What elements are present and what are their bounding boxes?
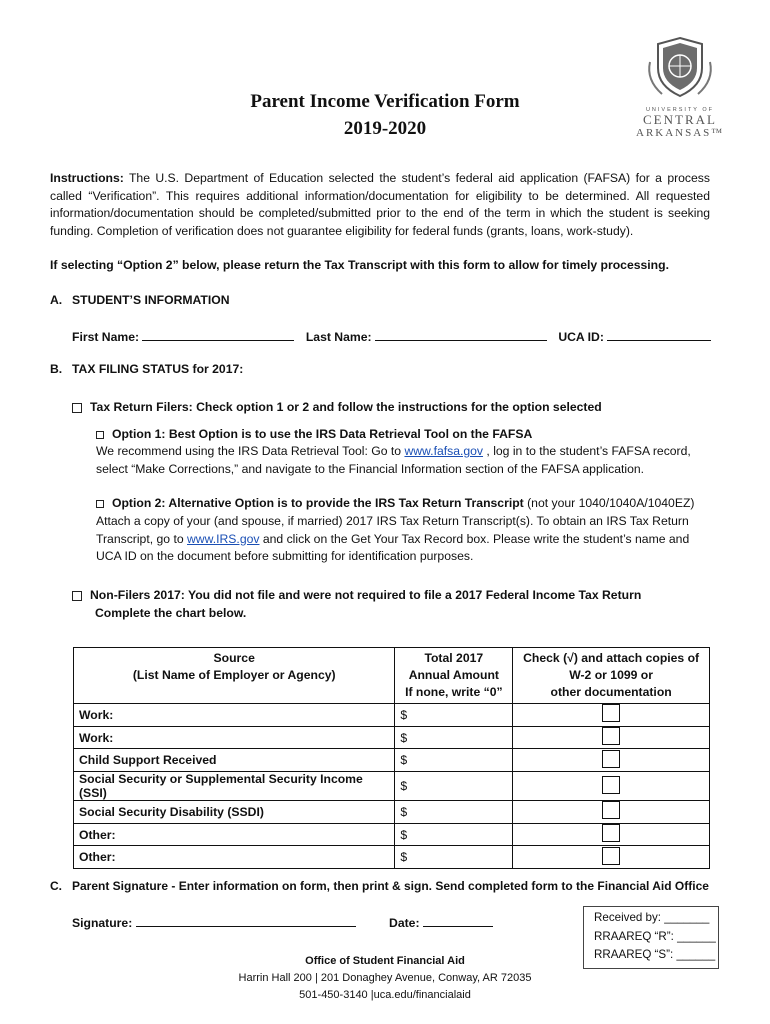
amount-header-l3: If none, write “0” [405, 685, 503, 699]
source-cell: Other: [74, 823, 395, 846]
uca-id-field[interactable] [607, 328, 711, 341]
check-cell [513, 772, 710, 801]
nonfilers-row [72, 587, 641, 622]
tax-filers-checkbox[interactable] [72, 403, 82, 413]
tax-filers-label: Tax Return Filers: Check option 1 or 2 and follow the instructions for the option selected [90, 400, 602, 414]
option1-checkbox[interactable] [96, 431, 104, 439]
table-row [74, 704, 710, 727]
uca-logo [636, 34, 724, 140]
check-cell [513, 846, 710, 869]
instructions [50, 170, 710, 240]
option1-text-b: , log in to the student’s FAFSA record, select “Make Corrections,” and navigate to the Financial Information section of the FAFSA application. [96, 444, 691, 476]
source-header [74, 648, 395, 704]
form-title-year: 2019-2020 [343, 118, 427, 139]
attach-checkbox[interactable] [602, 750, 620, 768]
section-a-heading [50, 293, 230, 307]
footer-address: Harrin Hall 200 | 201 Donaghey Avenue, Conway, AR 72035 [238, 972, 532, 984]
nonfilers-line2: Complete the chart below. [95, 605, 247, 620]
option2-checkbox[interactable] [96, 500, 104, 508]
table-body [74, 704, 710, 869]
footer-contact: 501-450-3140 |uca.edu/financialaid [299, 989, 471, 1001]
amount-cell[interactable]: $ [395, 801, 513, 824]
amount-cell[interactable]: $ [395, 726, 513, 749]
footer-office: Office of Student Financial Aid [305, 955, 465, 967]
first-name-label: First Name: [72, 330, 140, 344]
table-header-row [74, 648, 710, 704]
income-sources-table [73, 647, 710, 869]
section-c-letter: C. [50, 879, 62, 893]
nonfilers-line1: Non-Filers 2017: You did not file and were not required to file a 2017 Federal Income Tax Return [90, 588, 642, 602]
logo-university-of: UNIVERSITY OF [645, 107, 715, 113]
option2-text-b: and click on the Get Your Tax Record box. Please write the student’s name and UCA ID on the document before submitting for identification purposes. [96, 531, 690, 563]
amount-header [395, 648, 513, 704]
source-cell: Work: [74, 726, 395, 749]
amount-header-l1: Total 2017 [424, 651, 484, 665]
option1-title: Option 1: Best Option is to use the IRS Data Retrieval Tool on the FAFSA [112, 427, 533, 441]
fafsa-link[interactable]: www.fafsa.gov [404, 444, 484, 458]
amount-cell[interactable]: $ [395, 704, 513, 727]
option2-title: Option 2: Alternative Option is to provide the IRS Tax Return Transcript [112, 496, 524, 510]
rraareq-s: RRAAREQ “S”: ______ [594, 948, 716, 961]
section-b-title: TAX FILING STATUS for 2017: [72, 362, 244, 376]
uca-id-label: UCA ID: [558, 330, 604, 344]
instructions-label: Instructions: [50, 171, 124, 185]
source-cell: Social Security Disability (SSDI) [74, 801, 395, 824]
amount-cell[interactable]: $ [395, 749, 513, 772]
option2-text-a: Attach a copy of your (and spouse, if married) 2017 IRS Tax Return Transcript(s). To obtain an IRS Tax Return Transcript, go to [96, 514, 689, 546]
form-title [185, 88, 585, 142]
nonfilers-checkbox[interactable] [72, 591, 82, 601]
source-header-l2: (List Name of Employer or Agency) [132, 668, 336, 682]
logo-central: CENTRAL [643, 112, 717, 127]
section-c-heading [50, 879, 709, 893]
section-a-title: STUDENT’S INFORMATION [72, 293, 230, 307]
date-field[interactable] [423, 914, 493, 927]
check-cell [513, 749, 710, 772]
check-cell [513, 704, 710, 727]
irs-link[interactable]: www.IRS.gov [187, 531, 260, 546]
source-cell: Child Support Received [74, 749, 395, 772]
amount-cell[interactable]: $ [395, 772, 513, 801]
amount-cell[interactable]: $ [395, 823, 513, 846]
attach-checkbox[interactable] [602, 727, 620, 745]
check-header-l3: other documentation [550, 685, 672, 699]
last-name-field[interactable] [375, 328, 547, 341]
section-b-heading [50, 362, 243, 376]
footer [185, 953, 585, 1004]
rraareq-r: RRAAREQ “R”: ______ [594, 929, 716, 943]
date-label: Date: [389, 916, 420, 930]
last-name-label: Last Name: [305, 330, 372, 344]
check-header-l2: W-2 or 1099 or [569, 668, 653, 682]
check-cell [513, 801, 710, 824]
source-cell: Work: [74, 704, 395, 727]
tax-filers-row [72, 400, 602, 414]
check-header-l1: Check (√) and attach copies of [523, 651, 700, 665]
option2-note: If selecting “Option 2” below, please return the Tax Transcript with this form to allow for timely processing. [50, 258, 669, 272]
check-header [513, 648, 710, 704]
amount-cell[interactable]: $ [395, 846, 513, 869]
check-cell [513, 726, 710, 749]
option1-row [96, 427, 532, 441]
section-a-letter: A. [50, 293, 63, 307]
source-header-l1: Source [213, 651, 255, 665]
section-c-title: Parent Signature - Enter information on form, then print & sign. Send completed form to the Financial Aid Office [72, 879, 709, 893]
received-by: Received by: _______ [594, 911, 710, 924]
option1-text [96, 443, 711, 478]
signature-row [72, 914, 493, 930]
option2-text [96, 513, 711, 566]
amount-header-l2: Annual Amount [408, 668, 499, 682]
uca-crest-icon [636, 34, 724, 102]
check-cell [513, 823, 710, 846]
attach-checkbox[interactable] [602, 847, 620, 865]
table-row [74, 846, 710, 869]
table-row [74, 749, 710, 772]
signature-label: Signature: [72, 916, 133, 930]
attach-checkbox[interactable] [602, 801, 620, 819]
table-row [74, 772, 710, 801]
option1-text-a: We recommend using the IRS Data Retrieval Tool: Go to [96, 444, 405, 458]
option2-paren: (not your 1040/1040A/1040EZ) [523, 496, 695, 510]
first-name-field[interactable] [142, 328, 294, 341]
table-row [74, 726, 710, 749]
signature-field[interactable] [136, 914, 356, 927]
attach-checkbox[interactable] [602, 824, 620, 842]
table-row [74, 823, 710, 846]
source-cell: Social Security or Supplemental Security Income (SSI) [74, 772, 395, 801]
instructions-text: The U.S. Department of Education selected the student’s federal aid application (FAFSA) for a process called “Verification”. This requires additional information/documentation for eligibility to be determined. All requested information/documentation should be completed/submitted prior to the end of the term in which the student is seeking funding. Completion of verification does not guarantee eligibility for federal funds (grants, loans, work-study). [50, 171, 710, 238]
logo-arkansas: ARKANSAS™ [636, 127, 725, 139]
attach-checkbox[interactable] [602, 776, 620, 794]
form-title-name: Parent Income Verification Form [250, 91, 520, 112]
source-cell: Other: [74, 846, 395, 869]
option2-row [96, 496, 694, 510]
office-use-box [583, 906, 719, 969]
section-b-letter: B. [50, 362, 63, 376]
student-info-fields [72, 328, 712, 344]
attach-checkbox[interactable] [602, 704, 620, 722]
table-row [74, 801, 710, 824]
